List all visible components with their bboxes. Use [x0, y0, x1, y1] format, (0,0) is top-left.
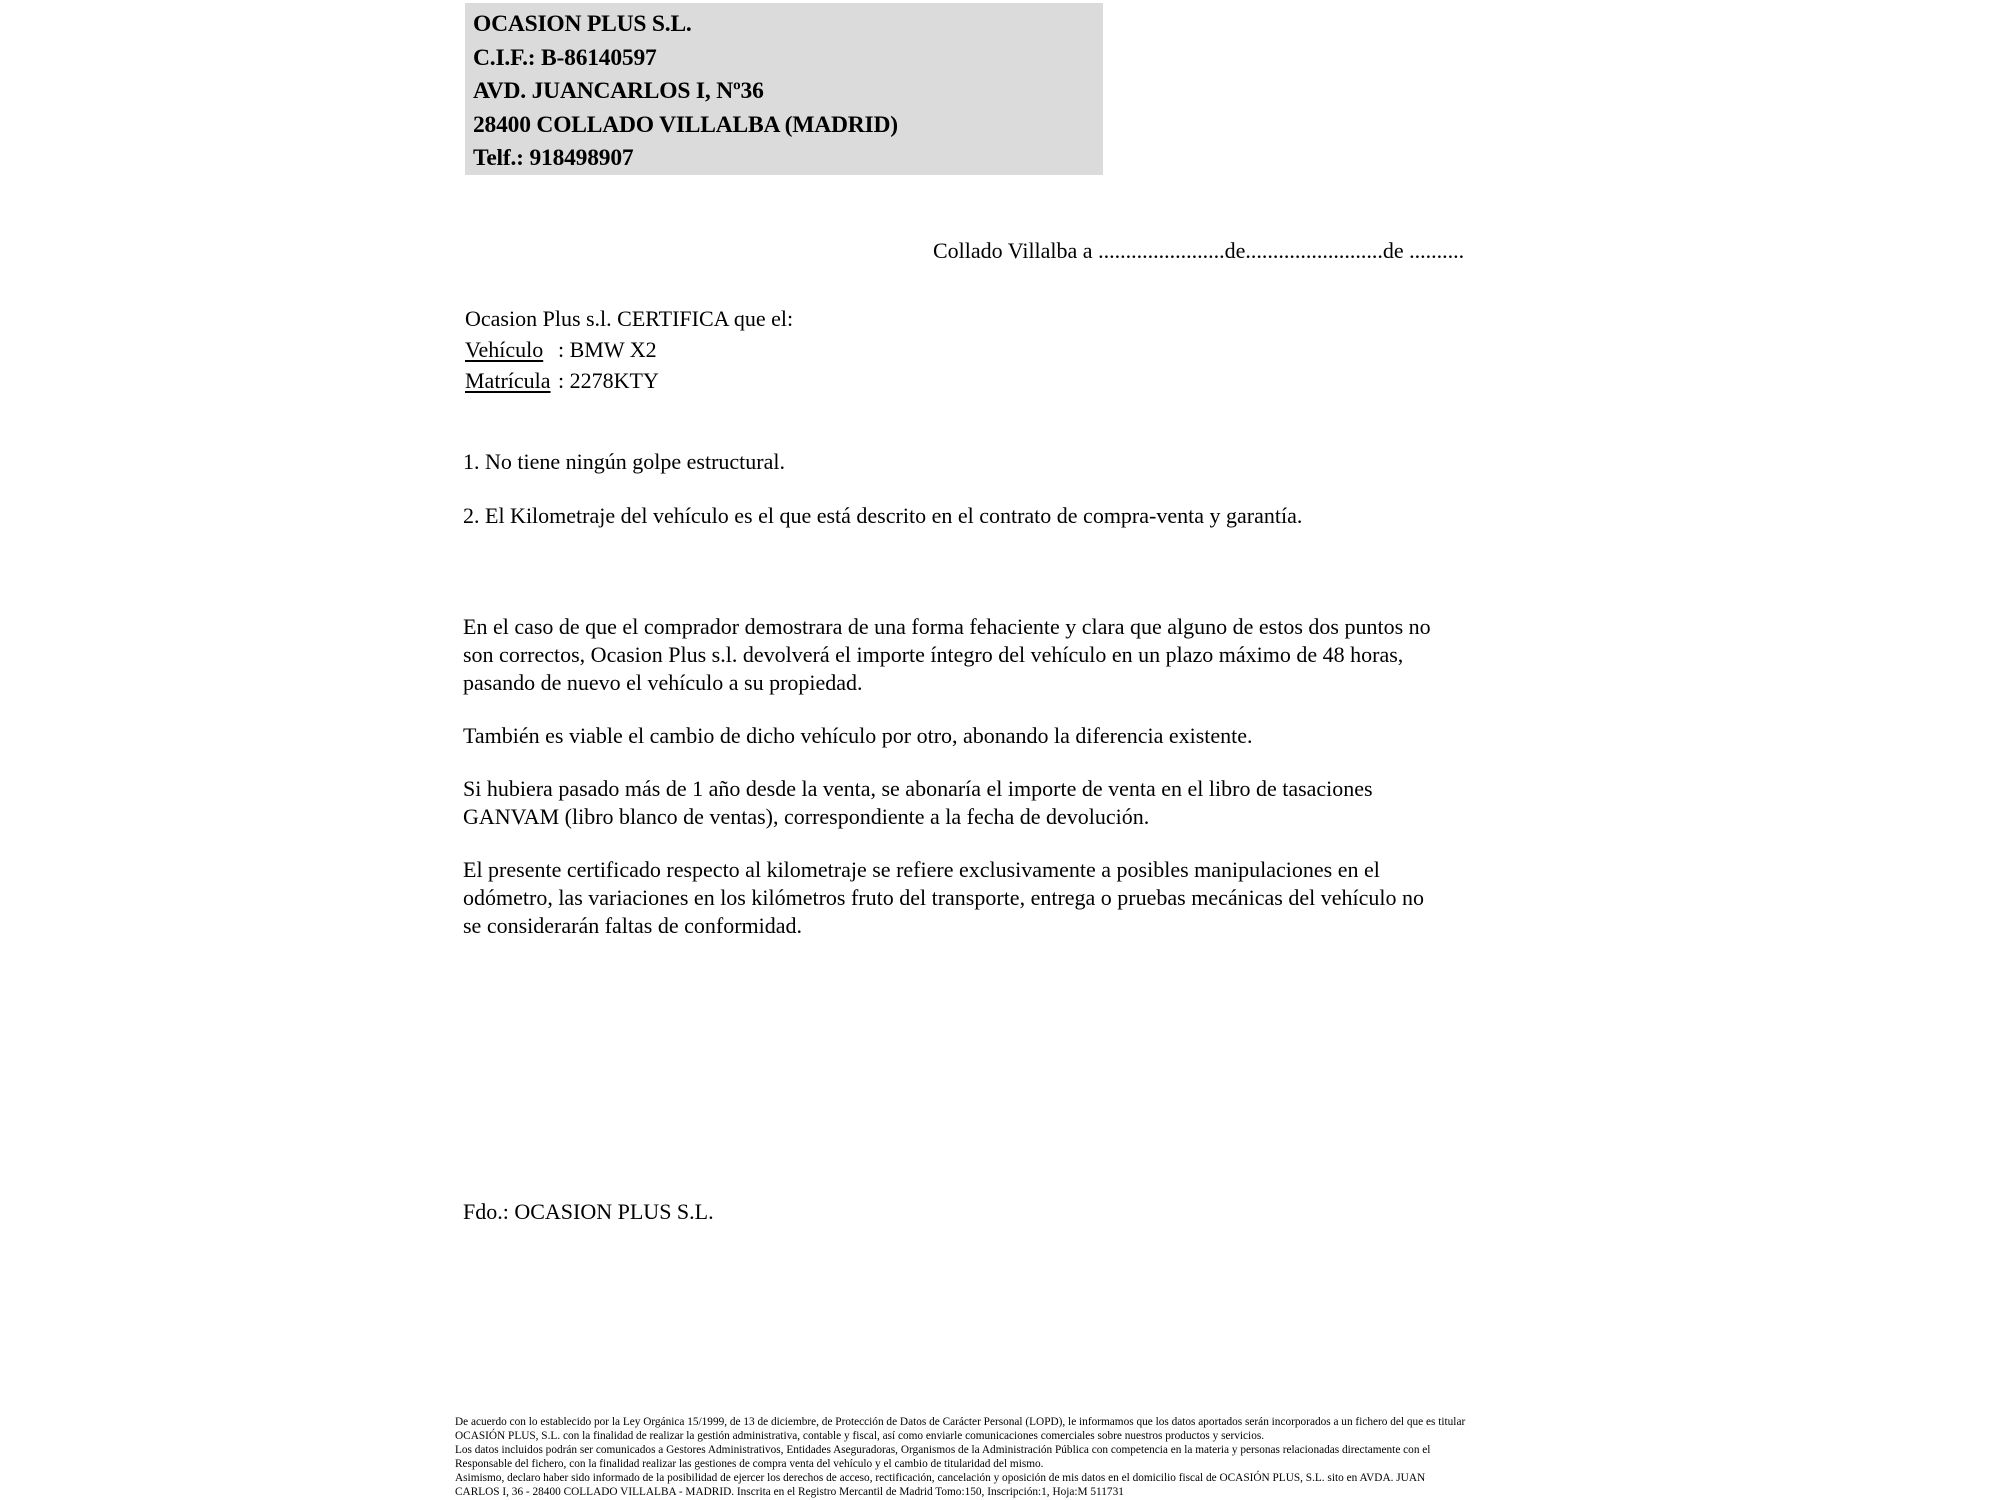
paragraph-line: se considerarán faltas de conformidad.	[463, 913, 803, 938]
paragraph-line: También es viable el cambio de dicho vehículo por otro, abonando la diferencia existente.	[463, 723, 1253, 748]
paragraph-ganvam	[463, 775, 1431, 831]
plate-value: : 2278KTY	[558, 368, 659, 393]
legal-line: CARLOS I, 36 - 28400 COLLADO VILLALBA - MADRID. Inscrita en el Registro Mercantil de Madrid Tomo:150, Inscripción:1, Hoja:M 511731	[455, 1486, 1124, 1498]
paragraph-refund	[463, 613, 1431, 697]
date-line: Collado Villalba a .......................de.........................de ..........	[933, 238, 1465, 263]
legal-footer	[455, 1415, 1465, 1499]
signature-line: Fdo.: OCASION PLUS S.L.	[463, 1199, 714, 1224]
legal-line: Los datos incluidos podrán ser comunicados a Gestores Administrativos, Entidades Aseguradoras, Organismos de la Administración Pública con competencia en la materia y personas relacionadas directamente con el	[455, 1444, 1431, 1456]
certify-block	[465, 303, 793, 396]
vehicle-row	[465, 334, 793, 365]
company-city: 28400 COLLADO VILLALBA (MADRID)	[473, 111, 898, 138]
vehicle-label: Vehículo	[465, 337, 544, 362]
paragraph-line: En el caso de que el comprador demostrara de una forma fehaciente y clara que alguno de estos dos puntos no	[463, 614, 1431, 639]
item-structural: 1. No tiene ningún golpe estructural.	[463, 449, 785, 474]
certify-intro: Ocasion Plus s.l. CERTIFICA que el:	[465, 306, 794, 331]
company-address: AVD. JUANCARLOS I, Nº36	[473, 78, 764, 104]
paragraph-line: son correctos, Ocasion Plus s.l. devolverá el importe íntegro del vehículo en un plazo máximo de 48 horas,	[463, 642, 1404, 667]
paragraph-line: pasando de nuevo el vehículo a su propiedad.	[463, 670, 863, 695]
company-phone: Telf.: 918498907	[473, 145, 634, 171]
paragraph-odometer	[463, 856, 1431, 940]
vehicle-value: : BMW X2	[558, 337, 657, 362]
company-cif: C.I.F.: B-86140597	[473, 44, 657, 71]
paragraph-line: Si hubiera pasado más de 1 año desde la venta, se abonaría el importe de venta en el libro de tasaciones	[463, 776, 1373, 801]
paragraph-exchange	[463, 722, 1431, 750]
company-header-block	[465, 3, 1103, 175]
legal-line: Responsable del fichero, con la finalidad realizar las gestiones de compra venta del vehículo y el cambio de titularidad del mismo.	[455, 1458, 1044, 1470]
paragraph-line: odómetro, las variaciones en los kilómetros fruto del transporte, entrega o pruebas mecánicas del vehículo no	[463, 885, 1424, 910]
body-paragraphs	[463, 613, 1431, 965]
paragraph-line: GANVAM (libro blanco de ventas), correspondiente a la fecha de devolución.	[463, 804, 1150, 829]
paragraph-line: El presente certificado respecto al kilometraje se refiere exclusivamente a posibles manipulaciones en el	[463, 857, 1380, 882]
legal-line: Asimismo, declaro haber sido informado de la posibilidad de ejercer los derechos de acceso, rectificación, cancelación y oposición de mis datos en el domicilio fiscal de OCASIÓN PLUS, S.L. sito en AVDA. JUAN	[455, 1472, 1426, 1484]
company-name: OCASION PLUS S.L.	[473, 11, 692, 37]
item-mileage: 2. El Kilometraje del vehículo es el que está descrito en el contrato de compra-venta y garantía.	[463, 503, 1303, 528]
legal-line: OCASIÓN PLUS, S.L. con la finalidad de realizar la gestión administrativa, contable y fiscal, así como enviarle comunicaciones comerciales sobre nuestros productos y servicios.	[455, 1430, 1265, 1442]
legal-line: De acuerdo con lo establecido por la Ley Orgánica 15/1999, de 13 de diciembre, de Protección de Datos de Carácter Personal (LOPD), le informamos que los datos aportados serán incorporados a un fichero del que es titular	[455, 1416, 1466, 1428]
plate-row	[465, 365, 793, 396]
plate-label: Matrícula	[465, 368, 551, 393]
